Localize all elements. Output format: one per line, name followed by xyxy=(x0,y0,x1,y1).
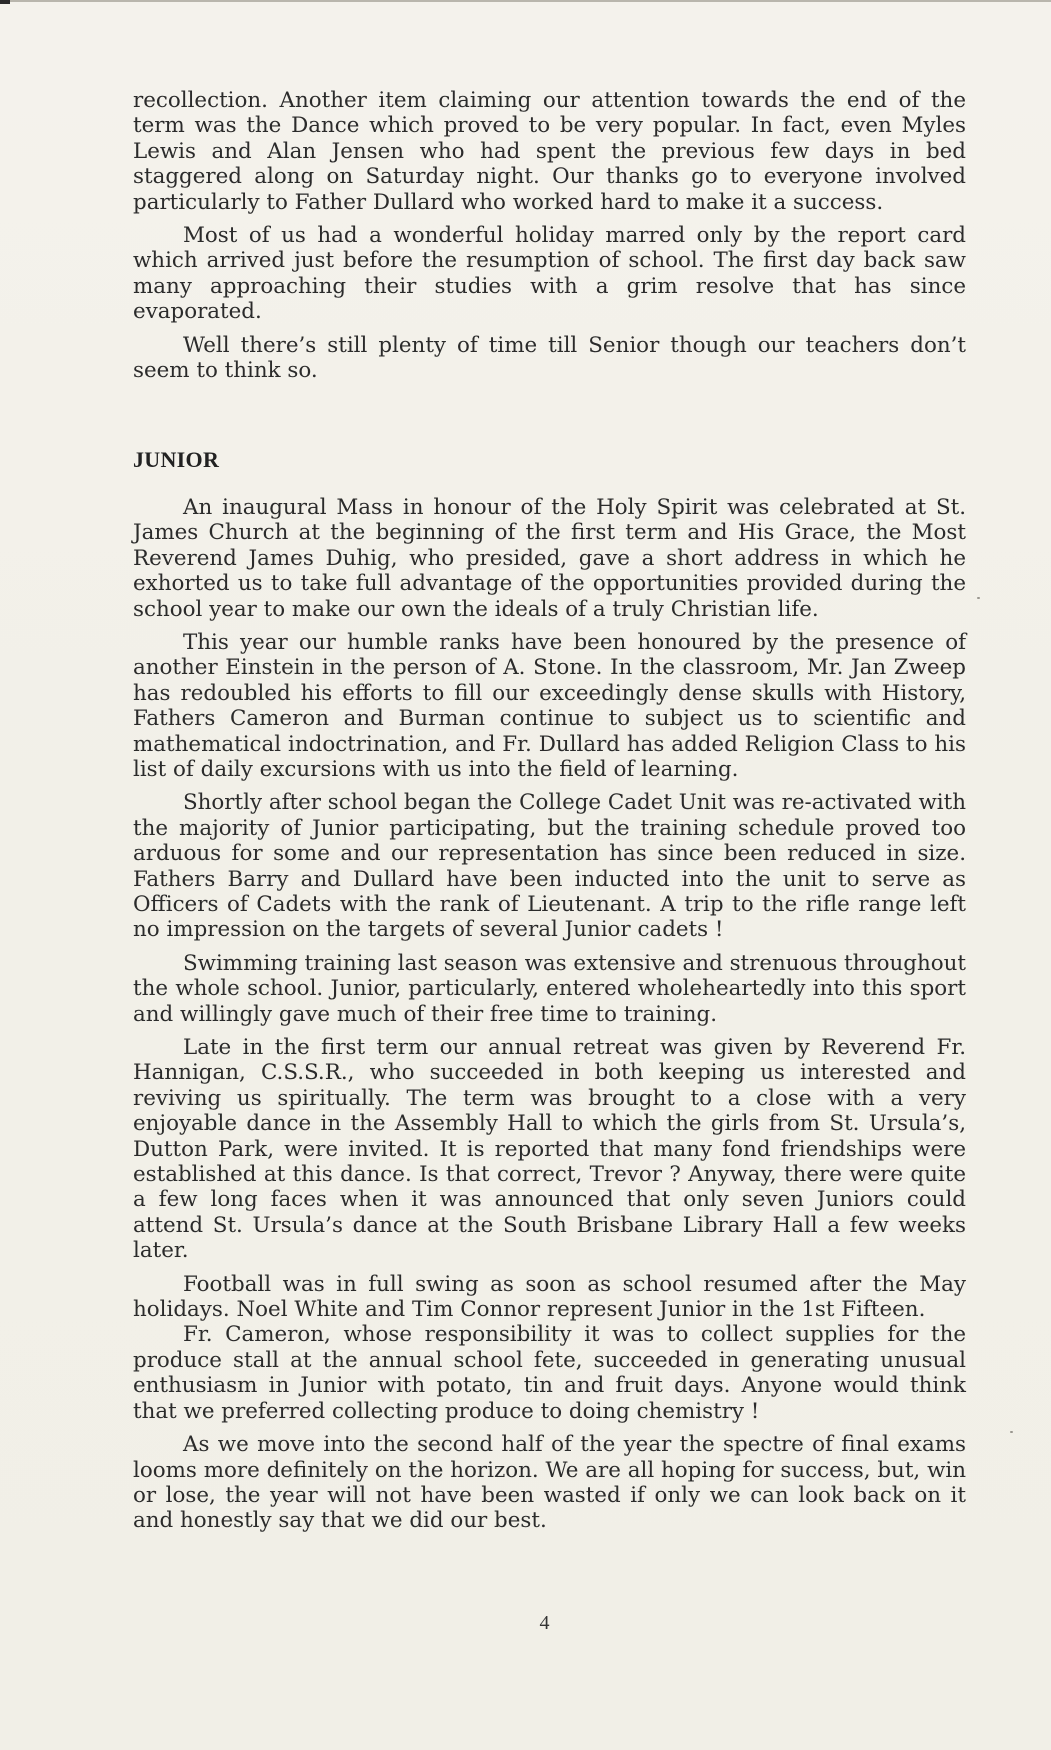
junior-paragraph: Swimming training last season was extensive and strenuous throughout the whole school. Junior, particularly, entered wholeheartedly into this sport and willingly gave much of their free time to training. xyxy=(133,950,966,1027)
paper-speck xyxy=(1010,1431,1013,1433)
top-edge-rule xyxy=(0,0,1051,2)
intro-paragraph: Most of us had a wonderful holiday marred only by the report card which arrived just before the resumption of school. The first day back saw many approaching their studies with a grim resolve that has since evaporated. xyxy=(133,223,966,325)
junior-paragraph: As we move into the second half of the year the spectre of final exams looms more definitely on the horizon. We are all hoping for success, but, win or lose, the year will not have been wasted if only we can look back on it and honestly say that we did our best. xyxy=(133,1432,966,1534)
junior-paragraph: An inaugural Mass in honour of the Holy Spirit was celebrated at St. James Church at the beginning of the first term and His Grace, the Most Reverend James Duhig, who presided, gave a short address in which he exhorted us to take full advantage of the opportunities provided during the school year to make our own the ideals of a truly Christian life. xyxy=(133,494,966,622)
intro-paragraph: recollection. Another item claiming our attention towards the end of the term was the Dance which proved to be very popular. In fact, even Myles Lewis and Alan Jensen who had spent the previous few days in bed staggered along on Saturday night. Our thanks go to everyone involved particularly to Father Dullard who worked hard to make it a success. xyxy=(133,88,966,215)
junior-paragraph: Football was in full swing as soon as school resumed after the May holidays. Noel White and Tim Connor represent Junior in the 1st Fifteen. xyxy=(133,1271,966,1323)
junior-paragraph: Fr. Cameron, whose responsibility it was to collect supplies for the produce stall at the annual school fete, succeeded in generating unusual enthusiasm in Junior with potato, tin and fruit days. Anyone would think that we preferred collecting produce to doing chemistry ! xyxy=(133,1322,966,1424)
intro-paragraph: Well there’s still plenty of time till Senior though our teachers don’t seem to think so. xyxy=(133,332,966,384)
junior-paragraph: Shortly after school began the College Cadet Unit was re-activated with the majority of Junior participating, but the training schedule proved too arduous for some and our representation has since been reduced in size. Fathers Barry and Dullard have been inducted into the unit to serve as Officers of Cadets with the rank of Lieutenant. A trip to the rifle range left no impression on the targets of several Junior cadets ! xyxy=(133,790,967,943)
page-number: 4 xyxy=(539,1612,550,1634)
page-content xyxy=(133,88,966,1542)
paper-speck xyxy=(977,597,980,599)
junior-paragraph: This year our humble ranks have been honoured by the presence of another Einstein in the person of A. Stone. In the classroom, Mr. Jan Zweep has redoubled his efforts to fill our exceedingly dense skulls with History, Fathers Cameron and Burman continue to subject us to scientific and mathematical indoctrination, and Fr. Dullard has added Religion Class to his list of daily excursions with us into the field of learning. xyxy=(133,629,966,782)
junior-paragraph: Late in the first term our annual retreat was given by Reverend Fr. Hannigan, C.S.S.R., who succeeded in both keeping us interested and reviving us spiritually. The term was brought to a close with a very enjoyable dance in the Assembly Hall to which the girls from St. Ursula’s, Dutton Park, were invited. It is reported that many fond friendships were established at this dance. Is that correct, Trevor ? Anyway, there were quite a few long faces when it was announced that only seven Juniors could attend St. Ursula’s dance at the South Brisbane Library Hall a few weeks later. xyxy=(133,1035,966,1264)
section-heading-junior: JUNIOR xyxy=(133,447,220,473)
top-corner-mark xyxy=(0,0,10,4)
